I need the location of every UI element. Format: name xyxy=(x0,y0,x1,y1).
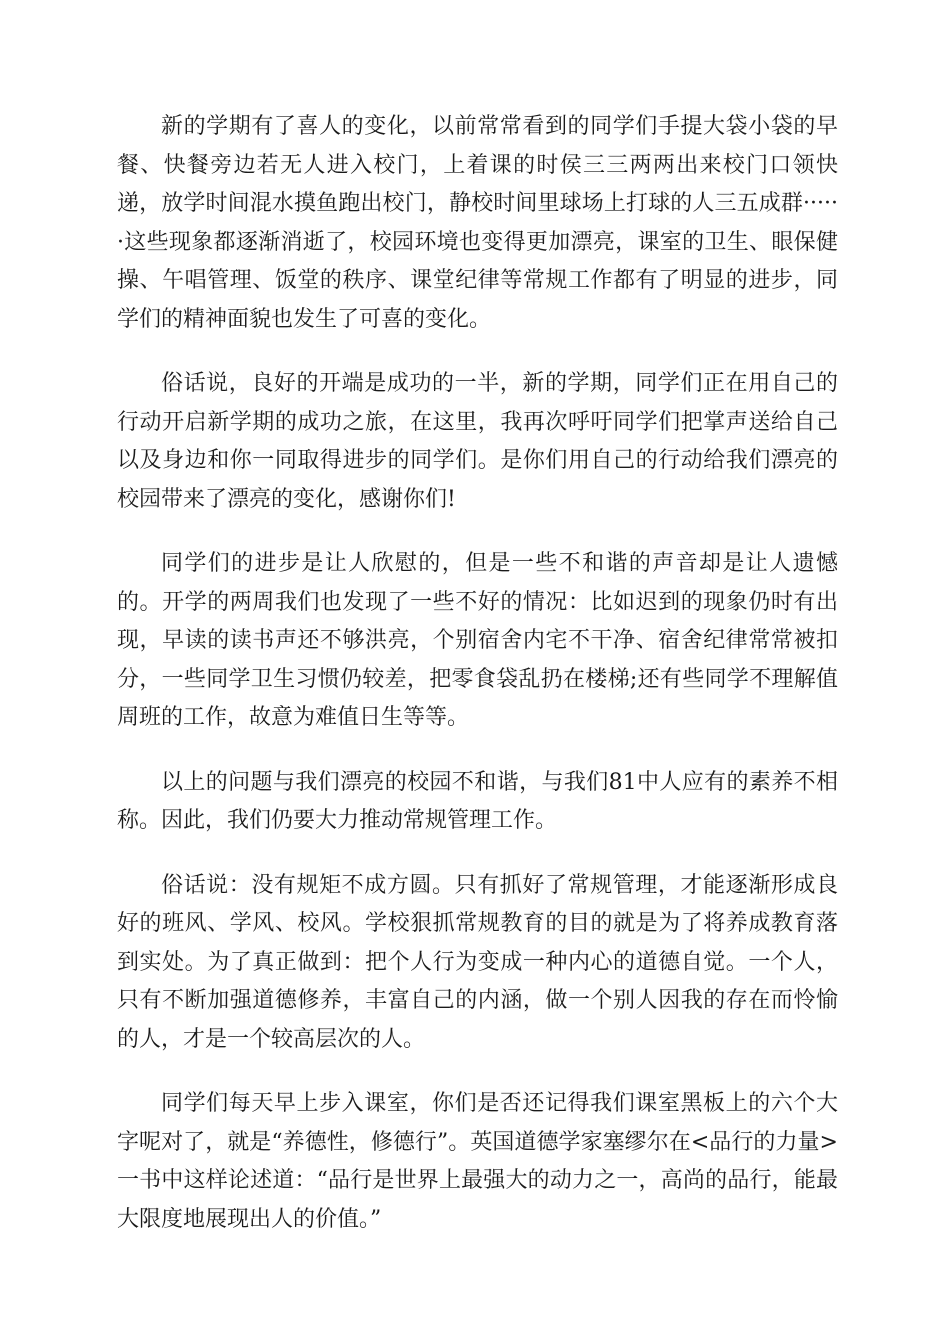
paragraph-5: 俗话说：没有规矩不成方圆。只有抓好了常规管理，才能逐渐形成良好的班风、学风、校风。学校狠抓常规教育的目的就是为了将养成教育落到实处。为了真正做到：把个人行为变成一种内心的道德自觉。一个人，只有不断加强道德修养，丰富自己的内涵，做一个别人因我的存在而怜愉的人，才是一个较高层次的人。 xyxy=(117,872,838,1052)
paragraph-4: 以上的问题与我们漂亮的校园不和谐，与我们81中人应有的素养不相称。因此，我们仍要大力推动常规管理工作。 xyxy=(117,769,838,833)
paragraph-3: 同学们的进步是让人欣慰的，但是一些不和谐的声音却是让人遗憾的。开学的两周我们也发现了一些不好的情况：比如迟到的现象仍时有出现，早读的读书声还不够洪亮，个别宿舍内宅不干净、宿舍纪律常常被扣分，一些同学卫生习惯仍较差，把零食袋乱扔在楼梯;还有些同学不理解值周班的工作，故意为难值日生等等。 xyxy=(117,551,838,730)
paragraph-1: 新的学期有了喜人的变化，以前常常看到的同学们手提大袋小袋的早餐、快餐旁边若无人进入校门，上着课的时侯三三两两出来校门口领快递，放学时间混水摸鱼跑出校门，静校时间里球场上打球的人三五成群······这些现象都逐渐消逝了，校园环境也变得更加漂亮，课室的卫生、眼保健操、午唱管理、饭堂的秩序、课堂纪律等常规工作都有了明显的进步，同学们的精神面貌也发生了可喜的变化。 xyxy=(117,114,838,332)
document-body xyxy=(117,108,838,1265)
paragraph-2: 俗话说，良好的开端是成功的一半，新的学期，同学们正在用自己的行动开启新学期的成功之旅，在这里，我再次呼吁同学们把掌声送给自己以及身边和你一同取得进步的同学们。是你们用自己的行动给我们漂亮的校园带来了漂亮的变化，感谢你们! xyxy=(117,371,838,512)
paragraph-6: 同学们每天早上步入课室，你们是否还记得我们课室黑板上的六个大字呢对了，就是“养德性，修德行”。英国道德学家塞缪尔在<品行的力量>一书中这样论述道：“品行是世界上最强大的动力之一，高尚的品行，能最大限度地展现出人的价值。” xyxy=(117,1091,838,1232)
